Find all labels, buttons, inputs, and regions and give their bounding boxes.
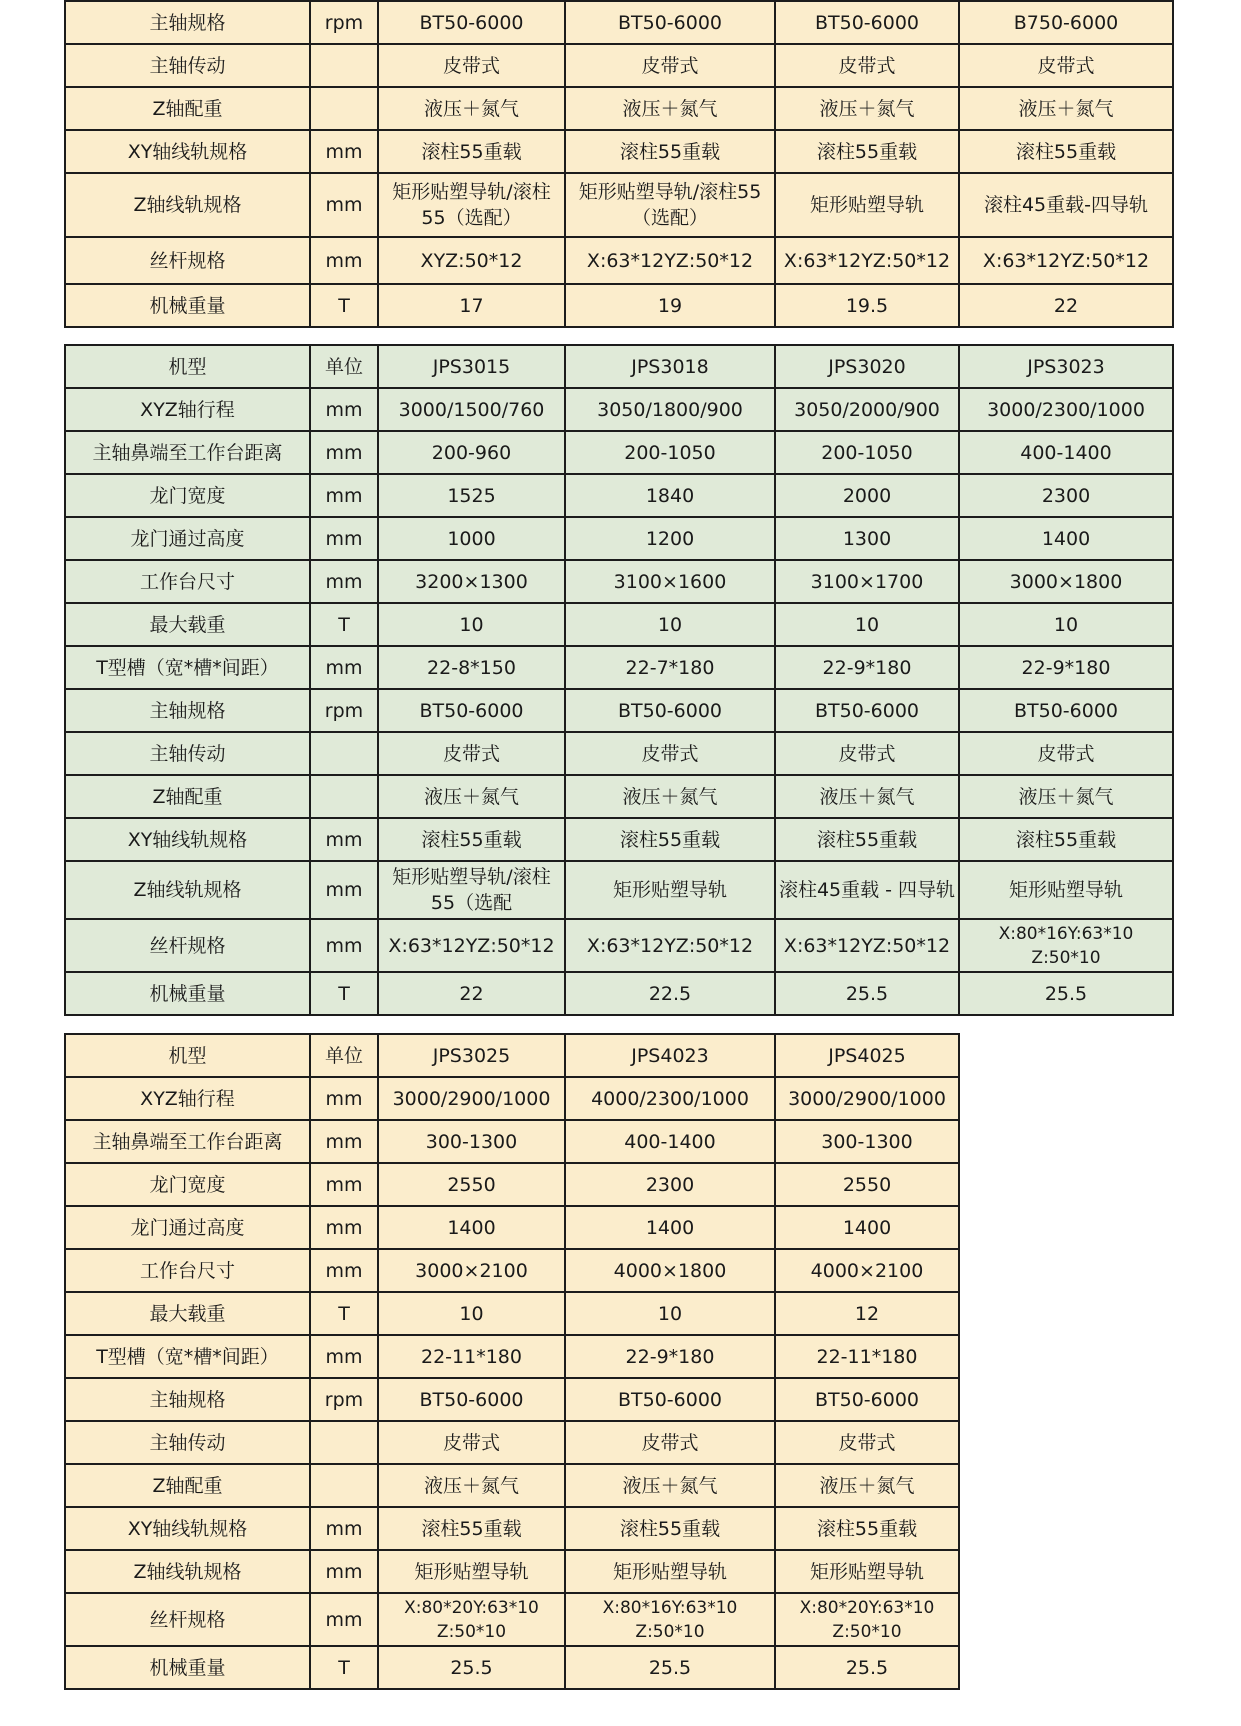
cell-value: X:80*20Y:63*10 Z:50*10 [775, 1593, 959, 1646]
row-label: 主轴鼻端至工作台距离 [65, 431, 310, 474]
cell-value: 10 [959, 603, 1173, 646]
row-label: 主轴鼻端至工作台距离 [65, 1120, 310, 1163]
cell-value: 滚柱55重载 [378, 1507, 565, 1550]
row-label: Z轴配重 [65, 775, 310, 818]
row-unit: T [310, 1292, 378, 1335]
cell-value: 22-8*150 [378, 646, 565, 689]
cell-value: BT50-6000 [565, 1378, 775, 1421]
cell-value: 3050/2000/900 [775, 388, 959, 431]
header-model: JPS3018 [565, 345, 775, 388]
row-label: Z轴线轨规格 [65, 861, 310, 919]
cell-value: 滚柱55重载 [378, 818, 565, 861]
row-label: 丝杆规格 [65, 919, 310, 972]
cell-value: 矩形贴塑导轨 [378, 1550, 565, 1593]
cell-value: 滚柱55重载 [565, 130, 775, 173]
row-unit: rpm [310, 689, 378, 732]
cell-value: 液压＋氮气 [565, 87, 775, 130]
cell-value: X:63*12YZ:50*12 [775, 237, 959, 284]
row-unit [310, 732, 378, 775]
cell-value: 400-1400 [959, 431, 1173, 474]
row-unit: mm [310, 818, 378, 861]
cell-value: 3200×1300 [378, 560, 565, 603]
cell-value: 矩形贴塑导轨/滚柱55（选配 [378, 861, 565, 919]
row-label: XY轴线轨规格 [65, 130, 310, 173]
row-unit [310, 87, 378, 130]
row-unit: mm [310, 919, 378, 972]
row-label: 机械重量 [65, 972, 310, 1015]
cell-value: 2550 [378, 1163, 565, 1206]
cell-value: 皮带式 [775, 1421, 959, 1464]
cell-value: 3000/2900/1000 [775, 1077, 959, 1120]
header-label: 机型 [65, 345, 310, 388]
header-model: JPS3023 [959, 345, 1173, 388]
table-row [65, 1593, 959, 1646]
cell-value: 25.5 [565, 1646, 775, 1689]
row-label: XYZ轴行程 [65, 1077, 310, 1120]
cell-value: BT50-6000 [775, 1, 959, 44]
cell-value: 10 [565, 1292, 775, 1335]
row-unit: mm [310, 1120, 378, 1163]
cell-value: 1000 [378, 517, 565, 560]
row-unit: mm [310, 1335, 378, 1378]
cell-value: 液压＋氮气 [959, 87, 1173, 130]
row-unit: T [310, 972, 378, 1015]
cell-value: 3000/2300/1000 [959, 388, 1173, 431]
row-unit [310, 44, 378, 87]
cell-value: B750-6000 [959, 1, 1173, 44]
table-row [65, 1292, 959, 1335]
table-row [65, 44, 1173, 87]
table-row [65, 474, 1173, 517]
row-label: XY轴线轨规格 [65, 1507, 310, 1550]
row-unit: T [310, 603, 378, 646]
cell-value: 22-9*180 [775, 646, 959, 689]
table-row [65, 1249, 959, 1292]
row-label: 主轴规格 [65, 1378, 310, 1421]
cell-value: 3100×1700 [775, 560, 959, 603]
row-label: 主轴传动 [65, 732, 310, 775]
cell-value: 25.5 [775, 1646, 959, 1689]
spec-table-3 [64, 1033, 960, 1690]
row-unit: mm [310, 1077, 378, 1120]
cell-value: 3000/2900/1000 [378, 1077, 565, 1120]
table-row [65, 517, 1173, 560]
cell-value: 皮带式 [959, 732, 1173, 775]
table-row [65, 1163, 959, 1206]
row-label: 主轴传动 [65, 1421, 310, 1464]
cell-value: 矩形贴塑导轨 [565, 861, 775, 919]
cell-value: 17 [378, 284, 565, 327]
header-model: JPS3025 [378, 1034, 565, 1077]
table-header-row [65, 1034, 959, 1077]
cell-value: 液压＋氮气 [378, 1464, 565, 1507]
row-label: Z轴配重 [65, 1464, 310, 1507]
row-unit: mm [310, 474, 378, 517]
header-model: JPS3020 [775, 345, 959, 388]
cell-value: 液压＋氮气 [775, 775, 959, 818]
cell-value: 3100×1600 [565, 560, 775, 603]
cell-value: 1400 [959, 517, 1173, 560]
row-unit [310, 1464, 378, 1507]
table-row [65, 130, 1173, 173]
cell-value: 液压＋氮气 [378, 87, 565, 130]
table-row [65, 1378, 959, 1421]
cell-value: 2300 [959, 474, 1173, 517]
table-row [65, 237, 1173, 284]
cell-value: 19 [565, 284, 775, 327]
table-row [65, 173, 1173, 237]
cell-value: 25.5 [775, 972, 959, 1015]
cell-value: 10 [378, 603, 565, 646]
cell-value: X:63*12YZ:50*12 [378, 919, 565, 972]
table-row [65, 603, 1173, 646]
row-unit: mm [310, 517, 378, 560]
cell-value: BT50-6000 [378, 1, 565, 44]
cell-value: 300-1300 [378, 1120, 565, 1163]
table-row [65, 1550, 959, 1593]
cell-value: 皮带式 [378, 732, 565, 775]
row-unit: T [310, 284, 378, 327]
cell-value: 皮带式 [775, 44, 959, 87]
row-unit: rpm [310, 1, 378, 44]
row-label: 工作台尺寸 [65, 560, 310, 603]
cell-value: 滚柱45重载 - 四导轨 [775, 861, 959, 919]
row-label: 最大载重 [65, 1292, 310, 1335]
spec-table-2 [64, 344, 1174, 1016]
row-unit: mm [310, 1593, 378, 1646]
cell-value: 22.5 [565, 972, 775, 1015]
table-row [65, 87, 1173, 130]
row-label: 龙门通过高度 [65, 517, 310, 560]
table-row [65, 431, 1173, 474]
header-model: JPS3015 [378, 345, 565, 388]
cell-value: 22-9*180 [565, 1335, 775, 1378]
row-unit: mm [310, 237, 378, 284]
cell-value: X:63*12YZ:50*12 [565, 919, 775, 972]
cell-value: 皮带式 [565, 732, 775, 775]
cell-value: 4000×1800 [565, 1249, 775, 1292]
row-unit: mm [310, 861, 378, 919]
row-label: Z轴线轨规格 [65, 173, 310, 237]
table-row [65, 818, 1173, 861]
table-row [65, 1120, 959, 1163]
cell-value: 300-1300 [775, 1120, 959, 1163]
cell-value: 22 [378, 972, 565, 1015]
row-label: T型槽（宽*槽*间距） [65, 646, 310, 689]
cell-value: 2300 [565, 1163, 775, 1206]
cell-value: 滚柱55重载 [959, 130, 1173, 173]
table-row [65, 1507, 959, 1550]
row-label: 主轴规格 [65, 1, 310, 44]
cell-value: 4000/2300/1000 [565, 1077, 775, 1120]
cell-value: 矩形贴塑导轨 [959, 861, 1173, 919]
cell-value: 1400 [775, 1206, 959, 1249]
table-row [65, 689, 1173, 732]
header-label: 机型 [65, 1034, 310, 1077]
table-row [65, 919, 1173, 972]
table-row [65, 560, 1173, 603]
cell-value: 1400 [378, 1206, 565, 1249]
row-label: 主轴传动 [65, 44, 310, 87]
table-row [65, 388, 1173, 431]
cell-value: 2550 [775, 1163, 959, 1206]
cell-value: X:63*12YZ:50*12 [959, 237, 1173, 284]
cell-value: 2000 [775, 474, 959, 517]
header-model: JPS4023 [565, 1034, 775, 1077]
table-row [65, 284, 1173, 327]
row-unit: mm [310, 1163, 378, 1206]
row-unit [310, 1421, 378, 1464]
row-unit: mm [310, 1249, 378, 1292]
cell-value: 3000/1500/760 [378, 388, 565, 431]
cell-value: 22-11*180 [378, 1335, 565, 1378]
table-row [65, 646, 1173, 689]
cell-value: 液压＋氮气 [378, 775, 565, 818]
row-unit: rpm [310, 1378, 378, 1421]
cell-value: BT50-6000 [565, 689, 775, 732]
cell-value: 皮带式 [959, 44, 1173, 87]
row-unit: mm [310, 646, 378, 689]
cell-value: 矩形贴塑导轨/滚柱55（选配） [378, 173, 565, 237]
cell-value: 12 [775, 1292, 959, 1335]
header-model: JPS4025 [775, 1034, 959, 1077]
cell-value: 10 [775, 603, 959, 646]
cell-value: BT50-6000 [775, 689, 959, 732]
table-row [65, 1335, 959, 1378]
cell-value: X:63*12YZ:50*12 [775, 919, 959, 972]
cell-value: 矩形贴塑导轨 [775, 1550, 959, 1593]
cell-value: 皮带式 [775, 732, 959, 775]
cell-value: 滚柱55重载 [378, 130, 565, 173]
cell-value: 200-1050 [775, 431, 959, 474]
cell-value: 液压＋氮气 [775, 1464, 959, 1507]
cell-value: 矩形贴塑导轨/滚柱55（选配） [565, 173, 775, 237]
cell-value: BT50-6000 [959, 689, 1173, 732]
table-row [65, 972, 1173, 1015]
cell-value: 皮带式 [565, 44, 775, 87]
cell-value: 1200 [565, 517, 775, 560]
row-label: XYZ轴行程 [65, 388, 310, 431]
row-unit [310, 775, 378, 818]
cell-value: 10 [378, 1292, 565, 1335]
cell-value: 液压＋氮气 [565, 1464, 775, 1507]
cell-value: 1840 [565, 474, 775, 517]
cell-value: 液压＋氮气 [565, 775, 775, 818]
cell-value: X:80*16Y:63*10 Z:50*10 [565, 1593, 775, 1646]
row-unit: mm [310, 1550, 378, 1593]
cell-value: 22-9*180 [959, 646, 1173, 689]
table-header-row [65, 345, 1173, 388]
row-unit: mm [310, 173, 378, 237]
cell-value: 10 [565, 603, 775, 646]
row-label: 机械重量 [65, 1646, 310, 1689]
row-unit: mm [310, 130, 378, 173]
row-unit: T [310, 1646, 378, 1689]
row-label: 龙门宽度 [65, 1163, 310, 1206]
table-row [65, 1421, 959, 1464]
cell-value: 液压＋氮气 [775, 87, 959, 130]
header-unit: 单位 [310, 1034, 378, 1077]
cell-value: 皮带式 [378, 44, 565, 87]
cell-value: 1300 [775, 517, 959, 560]
header-unit: 单位 [310, 345, 378, 388]
cell-value: 滚柱55重载 [565, 1507, 775, 1550]
row-label: 丝杆规格 [65, 237, 310, 284]
cell-value: 矩形贴塑导轨 [565, 1550, 775, 1593]
row-label: 龙门宽度 [65, 474, 310, 517]
cell-value: 22-7*180 [565, 646, 775, 689]
cell-value: 滚柱55重载 [775, 1507, 959, 1550]
cell-value: 200-1050 [565, 431, 775, 474]
cell-value: XYZ:50*12 [378, 237, 565, 284]
cell-value: BT50-6000 [378, 689, 565, 732]
row-label: Z轴配重 [65, 87, 310, 130]
cell-value: 400-1400 [565, 1120, 775, 1163]
cell-value: BT50-6000 [775, 1378, 959, 1421]
row-label: 最大载重 [65, 603, 310, 646]
cell-value: 滚柱55重载 [775, 130, 959, 173]
cell-value: 滚柱45重载-四导轨 [959, 173, 1173, 237]
cell-value: 22 [959, 284, 1173, 327]
cell-value: X:63*12YZ:50*12 [565, 237, 775, 284]
cell-value: 1400 [565, 1206, 775, 1249]
row-label: 丝杆规格 [65, 1593, 310, 1646]
row-label: 机械重量 [65, 284, 310, 327]
table-row [65, 1206, 959, 1249]
row-unit: mm [310, 388, 378, 431]
row-label: Z轴线轨规格 [65, 1550, 310, 1593]
cell-value: 200-960 [378, 431, 565, 474]
cell-value: 矩形贴塑导轨 [775, 173, 959, 237]
cell-value: BT50-6000 [378, 1378, 565, 1421]
table-row [65, 1077, 959, 1120]
cell-value: 滚柱55重载 [775, 818, 959, 861]
row-label: 工作台尺寸 [65, 1249, 310, 1292]
cell-value: 3050/1800/900 [565, 388, 775, 431]
table-row [65, 775, 1173, 818]
cell-value: 22-11*180 [775, 1335, 959, 1378]
row-unit: mm [310, 560, 378, 603]
row-label: XY轴线轨规格 [65, 818, 310, 861]
cell-value: 皮带式 [565, 1421, 775, 1464]
cell-value: 1525 [378, 474, 565, 517]
cell-value: 3000×1800 [959, 560, 1173, 603]
cell-value: BT50-6000 [565, 1, 775, 44]
row-unit: mm [310, 1206, 378, 1249]
cell-value: 25.5 [959, 972, 1173, 1015]
cell-value: 19.5 [775, 284, 959, 327]
cell-value: 3000×2100 [378, 1249, 565, 1292]
cell-value: 滚柱55重载 [959, 818, 1173, 861]
spec-table-1 [64, 0, 1174, 328]
table-row [65, 861, 1173, 919]
cell-value: X:80*20Y:63*10 Z:50*10 [378, 1593, 565, 1646]
row-label: 主轴规格 [65, 689, 310, 732]
table-row [65, 1464, 959, 1507]
row-unit: mm [310, 1507, 378, 1550]
table-row [65, 732, 1173, 775]
row-label: T型槽（宽*槽*间距） [65, 1335, 310, 1378]
cell-value: 皮带式 [378, 1421, 565, 1464]
cell-value: 4000×2100 [775, 1249, 959, 1292]
cell-value: X:80*16Y:63*10 Z:50*10 [959, 919, 1173, 972]
cell-value: 液压＋氮气 [959, 775, 1173, 818]
cell-value: 25.5 [378, 1646, 565, 1689]
cell-value: 滚柱55重载 [565, 818, 775, 861]
row-label: 龙门通过高度 [65, 1206, 310, 1249]
table-row [65, 1646, 959, 1689]
table-row [65, 1, 1173, 44]
row-unit: mm [310, 431, 378, 474]
